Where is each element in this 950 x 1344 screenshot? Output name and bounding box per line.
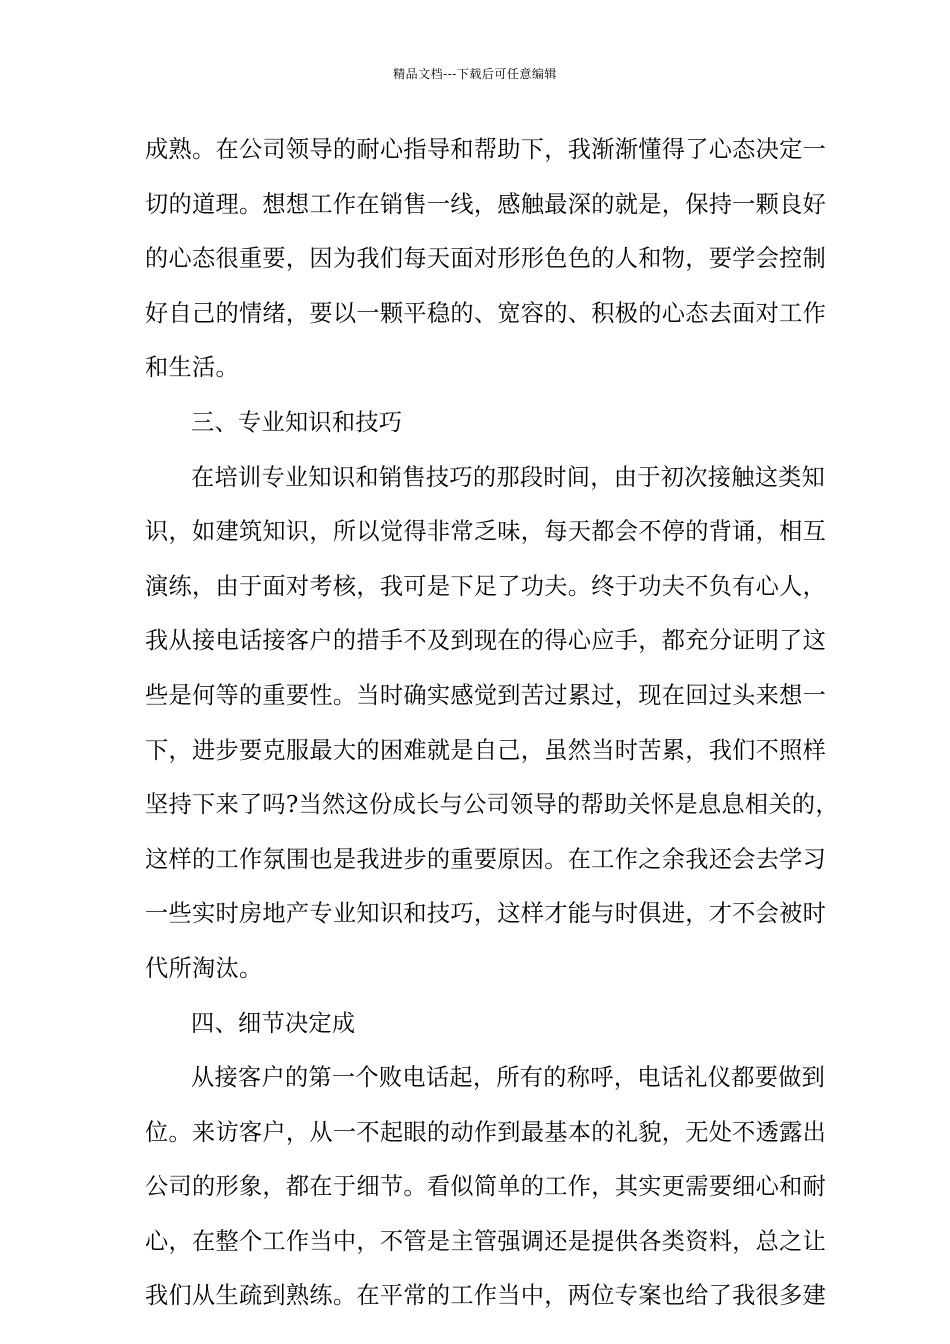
text-line: 好自己的情绪，要以一颗平稳的、宽容的、积极的心态去面对工作 [145, 299, 827, 327]
text-line: 心，在整个工作当中，不管是主管强调还是提供各类资料，总之让 [145, 1227, 827, 1255]
text-line: 三、专业知识和技巧 [191, 408, 403, 436]
text-line: 四、细节决定成 [191, 1009, 356, 1037]
text-line: 识，如建筑知识，所以觉得非常乏味，每天都会不停的背诵，相互 [145, 518, 827, 546]
text-line: 下，进步要克服最大的困难就是自己，虽然当时苦累，我们不照样 [145, 736, 827, 764]
text-line: 公司的形象，都在于细节。看似简单的工作，其实更需要细心和耐 [145, 1173, 827, 1201]
text-line: 些是何等的重要性。当时确实感觉到苦过累过，现在回过头来想一 [145, 681, 827, 709]
document-body [145, 128, 839, 1329]
text-line: 演练，由于面对考核，我可是下足了功夫。终于功夫不负有心人， [145, 572, 827, 600]
text-line: 的心态很重要，因为我们每天面对形形色色的人和物，要学会控制 [145, 245, 827, 273]
text-line: 切的道理。想想工作在销售一线，感触最深的就是，保持一颗良好 [145, 190, 827, 218]
text-line: 和生活。 [145, 354, 239, 382]
text-line: 一些实时房地产专业知识和技巧，这样才能与时俱进，才不会被时 [145, 900, 827, 928]
page-header: 精品文档---下载后可任意编辑 [393, 67, 557, 81]
text-line: 我从接电话接客户的措手不及到现在的得心应手，都充分证明了这 [145, 627, 827, 655]
text-line: 我们从生疏到熟练。在平常的工作当中，两位专案也给了我很多建 [145, 1282, 827, 1310]
text-line: 位。来访客户，从一不起眼的动作到最基本的礼貌，无处不透露出 [145, 1118, 827, 1146]
text-line: 坚持下来了吗?当然这份成长与公司领导的帮助关怀是息息相关的， [145, 791, 839, 819]
text-line: 代所淘汰。 [145, 954, 263, 982]
text-line: 这样的工作氛围也是我进步的重要原因。在工作之余我还会去学习 [145, 845, 827, 873]
text-line: 在培训专业知识和销售技巧的那段时间，由于初次接触这类知 [191, 463, 826, 491]
text-line: 从接客户的第一个败电话起，所有的称呼，电话礼仪都要做到 [191, 1064, 826, 1092]
text-line: 成熟。在公司领导的耐心指导和帮助下，我渐渐懂得了心态决定一 [145, 136, 827, 163]
